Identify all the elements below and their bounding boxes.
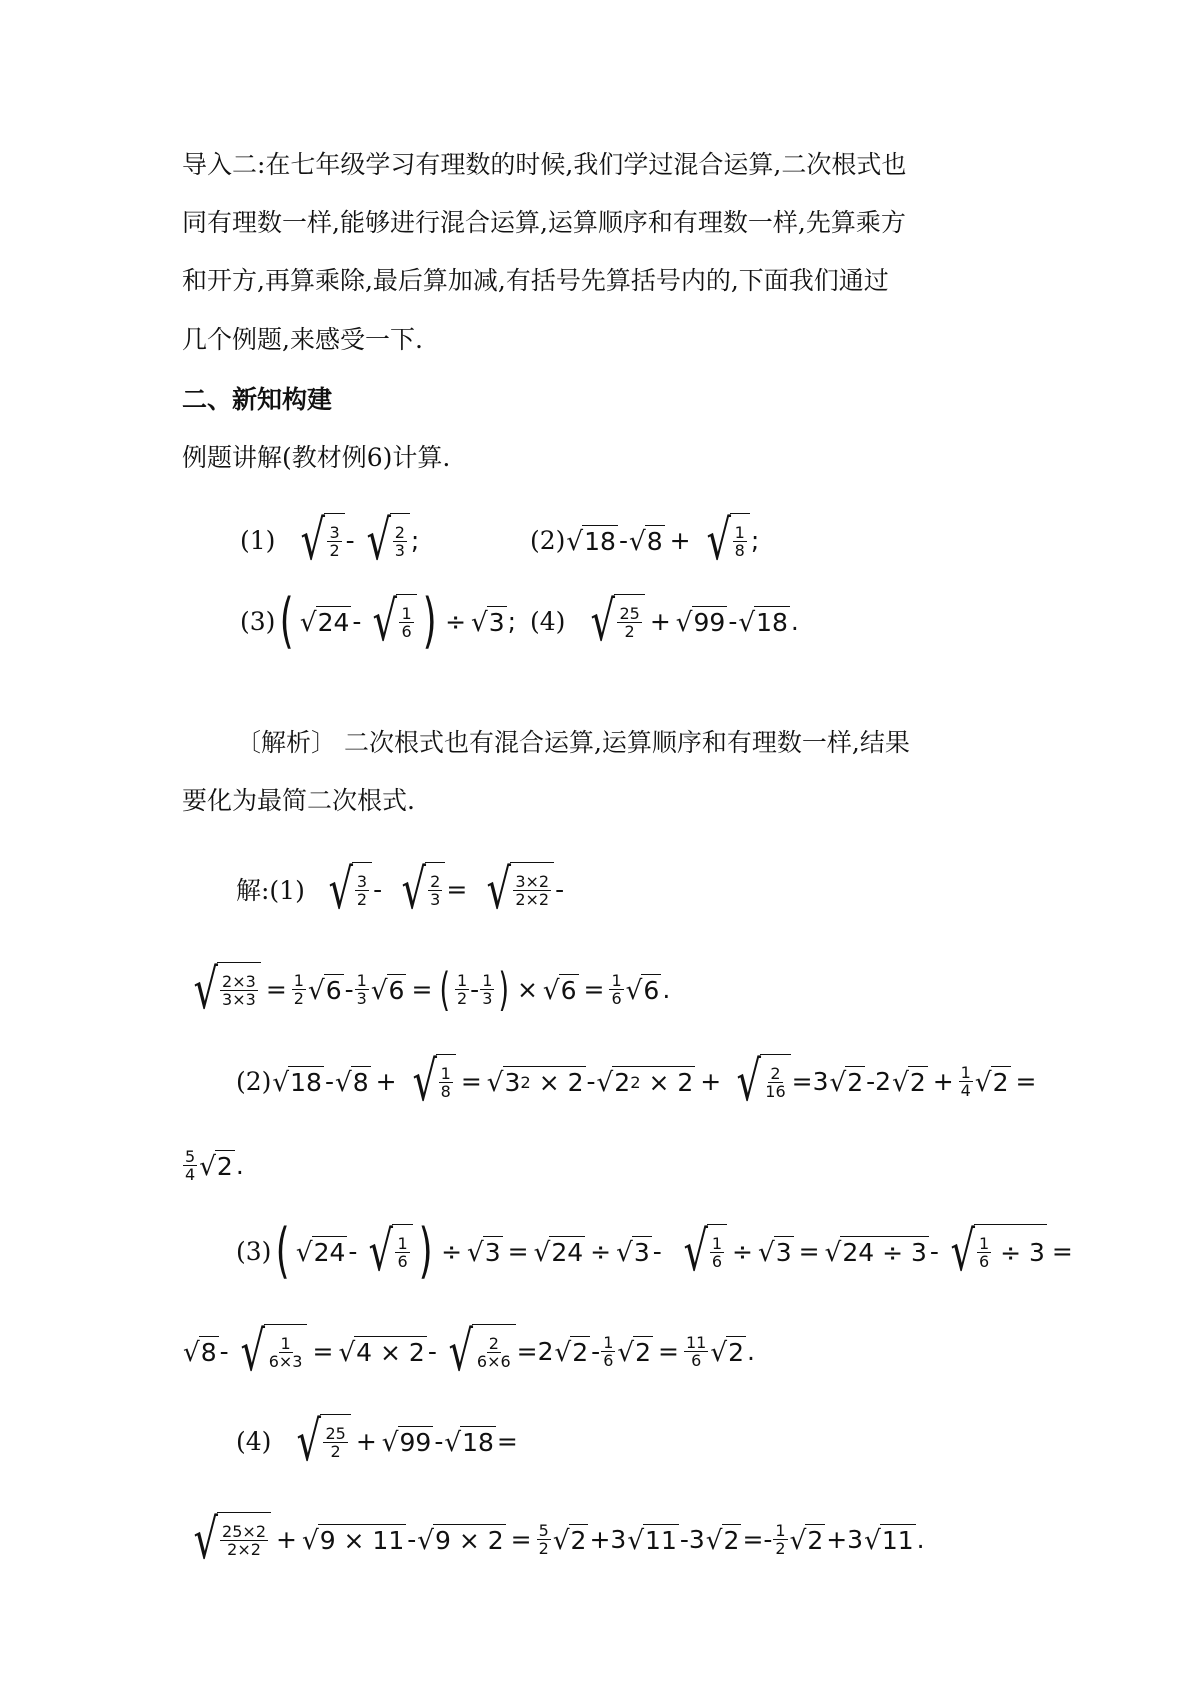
solution-4-line-1: (4) √ 25 2 + √ 99 - √ 18 = bbox=[236, 1408, 518, 1473]
solution-2-line-1: (2) √ 18 - √ 8 + √ 1 8 = √ 3 2 × 2 - √ 2 2 × 2 + √ 2 16 =3 √ 2 -2 √ 2 + $\frac{1}{4}$ √ 2 = bbox=[236, 1048, 1037, 1113]
solution-3-line-1: (3) ( √ 24 - √ 1 6 ) ÷ √ 3 = √ 24 ÷ √ 3 - √ 1 6 ÷ √ 3 = √ 24 ÷ 3 - √ 1 6 ÷ 3 = bbox=[236, 1216, 1073, 1286]
solution-4-line-2: √ 25×2 2×2 + √ 9 × 11 - √ 9 × 2 = $\frac{5}{2}$ √ 2 +3 √ 11 -3 √ 2 =- 1 2 √ 2 +3 √ 11 . bbox=[193, 1506, 925, 1571]
solution-1-line-2: √ 2×3 3×3 = $\frac{1}{2}$ √ 6 - 1 3 √ 6 = ( 1 2 - 1 3 ) × √ 6 = $\frac{1}{6}$ √ 6 . bbox=[193, 956, 671, 1021]
problem-1: (1) √ 3 2 - √ 2 3 ; bbox=[240, 507, 420, 572]
solution-1-line-1: 解:(1) √ 3 2 - √ 2 3 = √ 3×2 2×2 - bbox=[236, 856, 565, 921]
analysis-line-1: 〔解析〕 二次根式也有混合运算,运算顺序和有理数一样,结果 bbox=[236, 728, 910, 757]
intro-line-4: 几个例题,来感受一下. bbox=[182, 325, 423, 354]
example-intro: 例题讲解(教材例6)计算. bbox=[182, 443, 451, 472]
problem-3: (3) ( √ 24 - √ 1 6 ) ÷ √ 3 ; bbox=[240, 586, 517, 656]
analysis-line-2: 要化为最简二次根式. bbox=[182, 786, 415, 815]
problem-4: (4) √ 25 2 + √ 99 - √ 18 . bbox=[530, 588, 799, 653]
section-heading: 二、新知构建 bbox=[182, 385, 333, 414]
intro-line-2: 同有理数一样,能够进行混合运算,运算顺序和有理数一样,先算乘方 bbox=[182, 208, 906, 237]
solution-3-line-2: √ 8 - √ 1 6×3 = √ 4 × 2 - √ 2 6×6 =2 √ 2 - 1 6 √ 2 = $\frac{11}{6}$ √ 2 . bbox=[183, 1318, 755, 1383]
intro-line-3: 和开方,再算乘除,最后算加减,有括号先算括号内的,下面我们通过 bbox=[182, 266, 889, 295]
intro-line-1: 导入二:在七年级学习有理数的时候,我们学过混合运算,二次根式也 bbox=[182, 150, 907, 179]
problem-2: (2) √ 18 - √ 8 + √ 1 8 ; bbox=[530, 507, 760, 572]
solution-2-line-2: 5 4 √ 2 . bbox=[185, 1146, 244, 1184]
